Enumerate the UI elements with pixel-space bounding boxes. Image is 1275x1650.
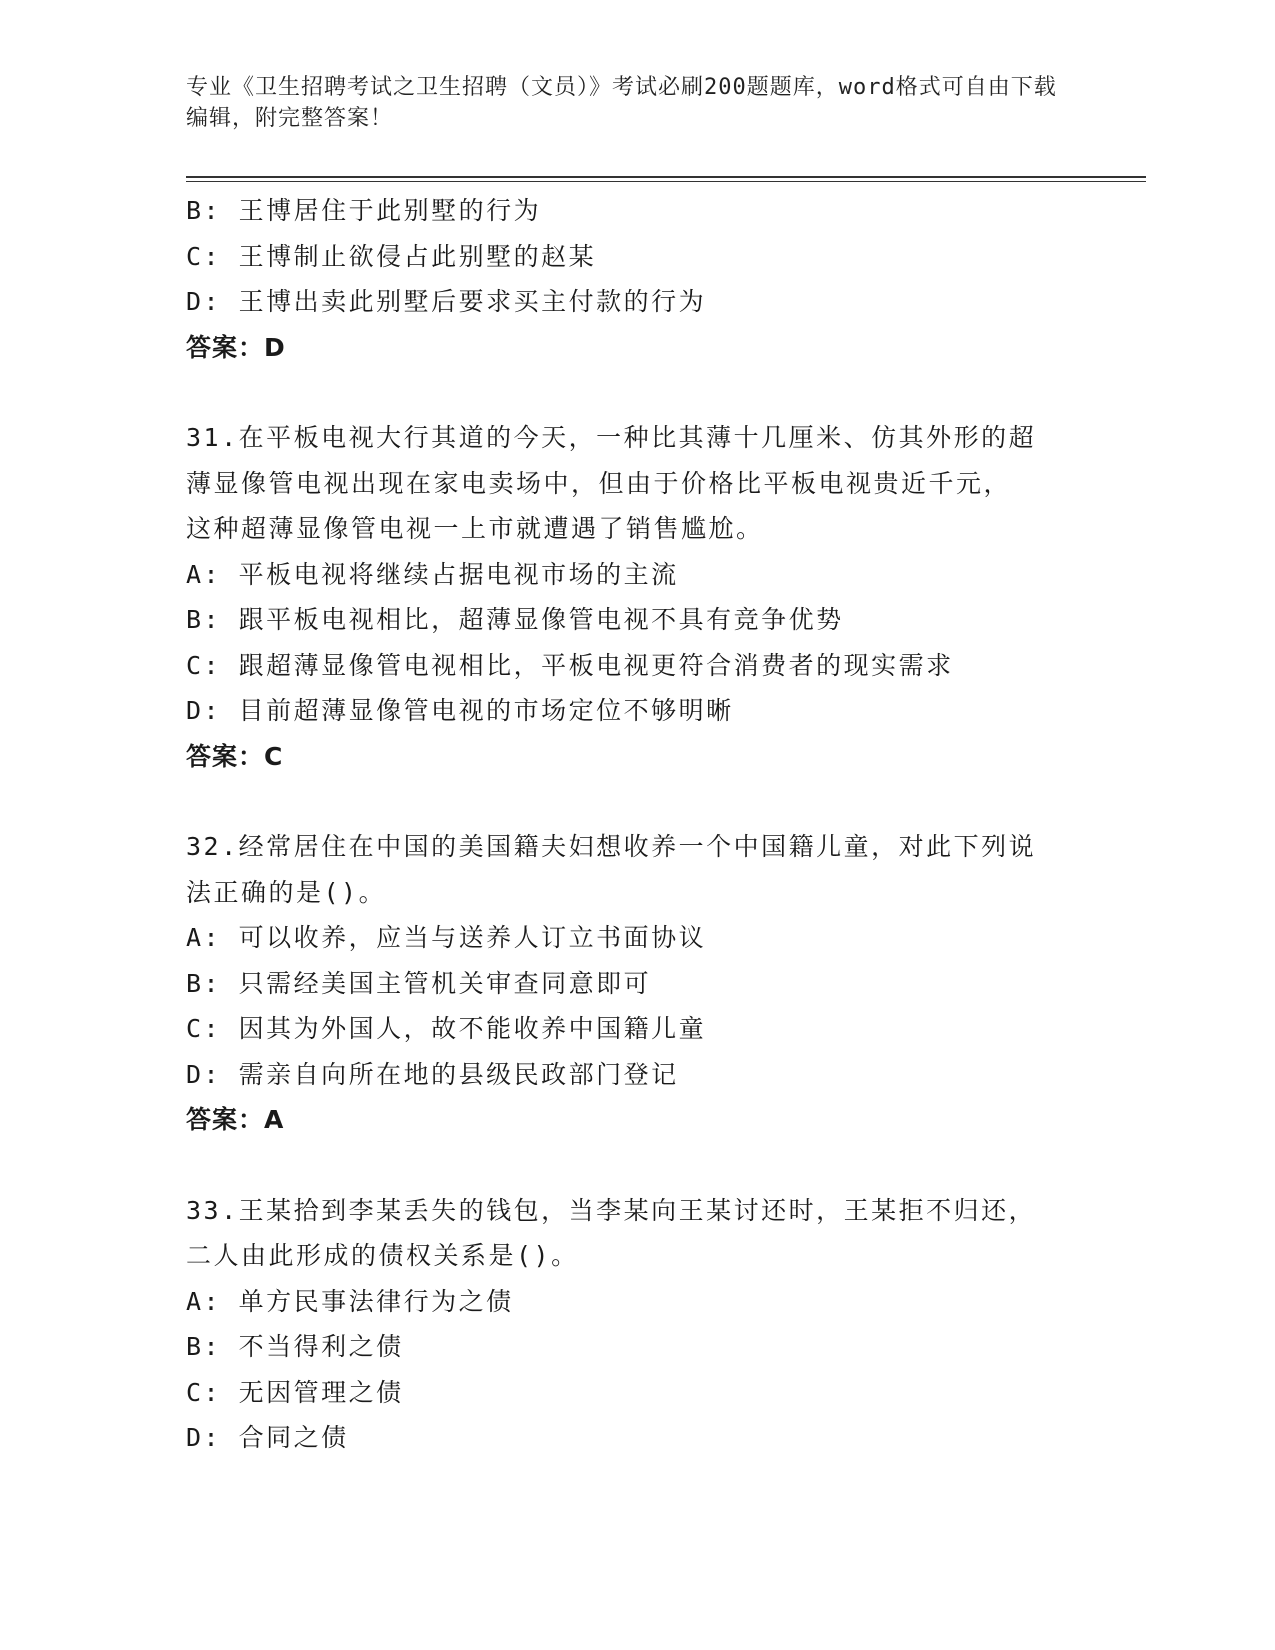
option-b: B: 不当得利之债 [186,1332,404,1361]
option-d: D: 合同之债 [186,1423,349,1452]
header-rule-thin [186,181,1146,182]
option-a: A: 可以收养，应当与送养人订立书面协议 [186,923,707,952]
option-d: D: 王博出卖此别墅后要求买主付款的行为 [186,287,707,316]
question-31 [186,415,1086,779]
header-rule-thick [186,176,1146,178]
question-stem-line: 这种超薄显像管电视一上市就遭遇了销售尴尬。 [186,514,764,543]
option-c: C: 跟超薄显像管电视相比，平板电视更符合消费者的现实需求 [186,650,954,680]
option-b: B: 只需经美国主管机关审查同意即可 [186,968,652,998]
question-stem-line: 32.经常居住在中国的美国籍夫妇想收养一个中国籍儿童，对此下列说 [186,832,1037,861]
question-content [186,188,1086,1461]
option-a: A: 单方民事法律行为之债 [186,1286,514,1316]
option-c: C: 无因管理之债 [186,1377,404,1407]
option-c: C: 因其为外国人，故不能收养中国籍儿童 [186,1014,707,1043]
answer-line: 答案：A [186,1105,285,1134]
answer-line: 答案：D [186,332,286,362]
question-32 [186,824,1086,1143]
question-stem-line: 33.王某拾到李某丢失的钱包，当李某向王某讨还时，王某拒不归还， [186,1195,1037,1225]
question-stem-line: 31.在平板电视大行其道的今天，一种比其薄十几厘米、仿其外形的超 [186,423,1037,452]
question-stem-line: 二人由此形成的债权关系是()。 [186,1241,579,1270]
prev-question [186,188,1086,370]
spacer [186,779,1086,824]
option-c: C: 王博制止欲侵占此别墅的赵某 [186,241,597,271]
option-d: D: 需亲自向所在地的县级民政部门登记 [186,1059,679,1089]
option-b: B: 跟平板电视相比，超薄显像管电视不具有竞争优势 [186,605,844,634]
question-33 [186,1188,1086,1461]
question-stem-line: 法正确的是()。 [186,877,387,907]
spacer [186,370,1086,415]
answer-line: 答案：C [186,741,284,771]
document-header: 专业《卫生招聘考试之卫生招聘（文员）》考试必刷200题题库，word格式可自由下载编辑，附完整答案！ [186,75,1057,131]
question-stem-line: 薄显像管电视出现在家电卖场中，但由于价格比平板电视贵近千元， [186,468,1012,498]
option-d: D: 目前超薄显像管电视的市场定位不够明晰 [186,696,734,725]
option-a: A: 平板电视将继续占据电视市场的主流 [186,559,679,589]
spacer [186,1143,1086,1188]
option-b: B: 王博居住于此别墅的行为 [186,196,542,225]
